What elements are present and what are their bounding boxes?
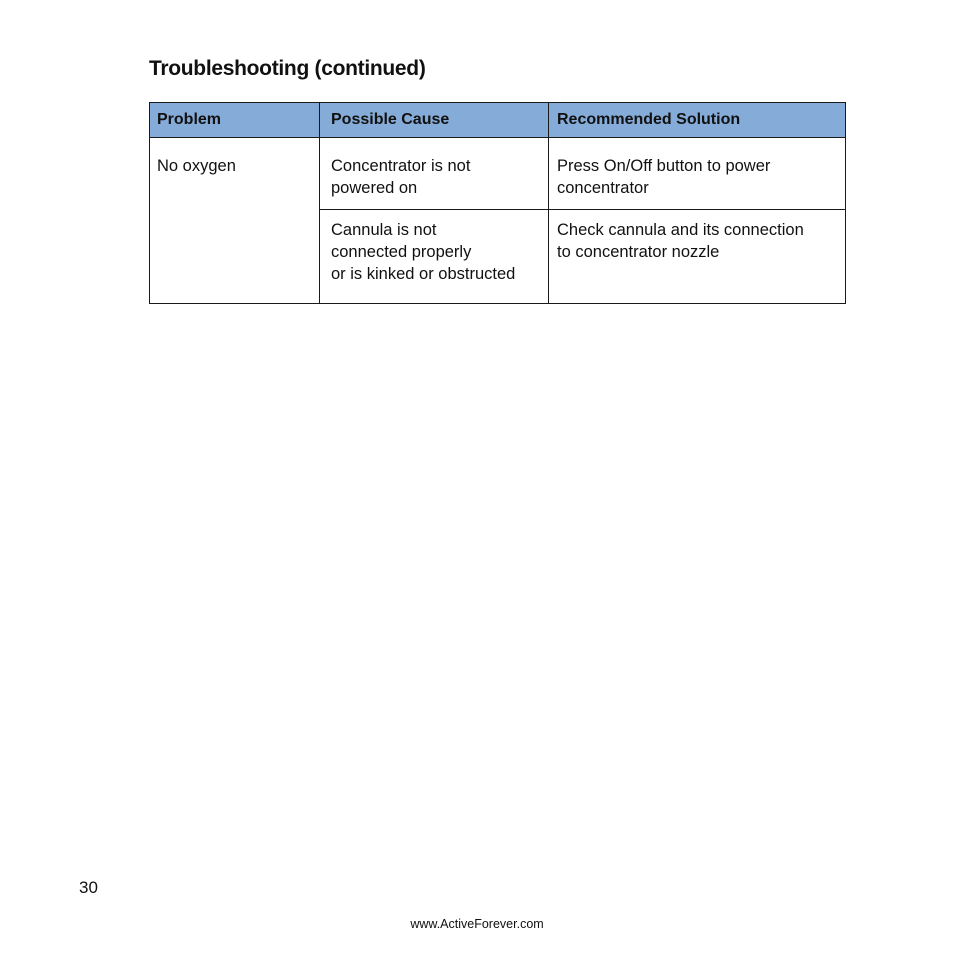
- cause-line: powered on: [331, 179, 418, 197]
- cause-line: or is kinked or obstructed: [331, 265, 516, 283]
- cause-line: Cannula is not: [331, 221, 437, 239]
- problem-text: No oxygen: [157, 157, 236, 175]
- solution-cell: [549, 210, 846, 304]
- footer-url: www.ActiveForever.com: [410, 917, 544, 931]
- header-recommended-solution: Recommended Solution: [549, 103, 846, 138]
- solution-line: to concentrator nozzle: [557, 243, 720, 261]
- cause-line: Concentrator is not: [331, 157, 471, 175]
- cause-cell: [320, 138, 549, 210]
- solution-line: Press On/Off button to power: [557, 157, 771, 175]
- solution-cell: [549, 138, 846, 210]
- page-number: 30: [79, 878, 98, 897]
- table-header-row: [150, 103, 846, 138]
- troubleshooting-table: [149, 102, 846, 304]
- table-row: [150, 138, 846, 210]
- cause-cell: [320, 210, 549, 304]
- solution-line: concentrator: [557, 179, 649, 197]
- problem-cell: [150, 138, 320, 304]
- solution-line: Check cannula and its connection: [557, 221, 804, 239]
- page-title: Troubleshooting (continued): [149, 57, 426, 80]
- header-possible-cause: Possible Cause: [320, 103, 549, 138]
- cause-line: connected properly: [331, 243, 472, 261]
- header-problem: Problem: [150, 103, 320, 138]
